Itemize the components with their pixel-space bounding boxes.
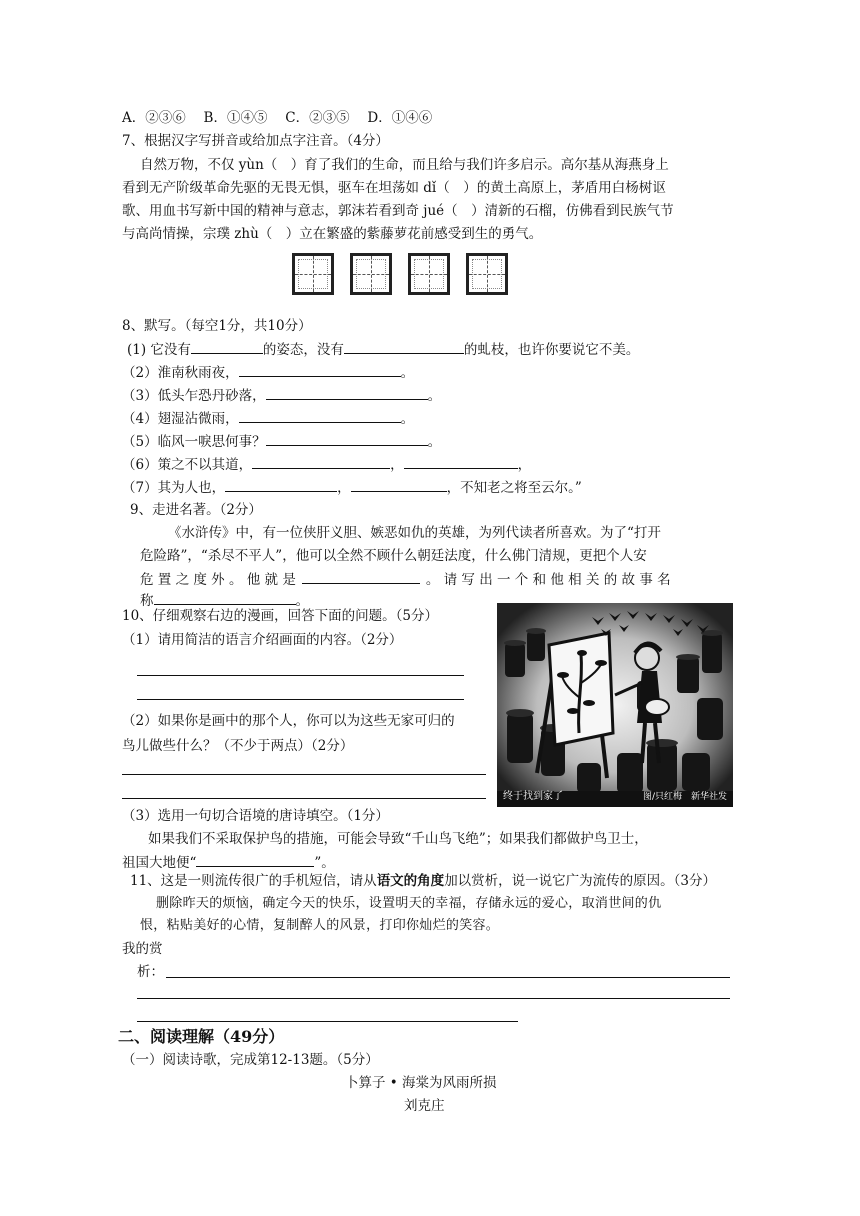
q9-title: 9、走进名著。（2分） [130, 502, 262, 518]
q8-item-2: （2）淮南秋雨夜， 。 [122, 362, 414, 383]
fill-blank[interactable] [266, 385, 428, 400]
fill-blank[interactable] [154, 590, 296, 605]
fill-blank[interactable] [266, 431, 428, 446]
fill-blank[interactable] [225, 477, 337, 492]
answer-line[interactable] [137, 998, 730, 999]
answer-line[interactable] [122, 774, 486, 775]
q7-line: 自然万物，不仅 yùn（ ）育了我们的生命，而且给与我们许多启示。高尔基从海燕身上 [140, 157, 669, 173]
answer-line[interactable] [137, 699, 464, 700]
q10-sub1: （1）请用简洁的语言介绍画面的内容。（2分） [122, 632, 403, 648]
q10-sub3: （3）选用一句切合语境的唐诗填空。（1分） [122, 808, 389, 824]
q8-item-6: （6）策之不以其道， ， ， [122, 454, 531, 475]
q11-answer-label-cont: 析： [137, 964, 164, 980]
q7-line: 与高尚情操，宗璞 zhù（ ）立在繁盛的紫藤萝花前感受到生的勇气。 [122, 226, 543, 242]
fill-blank[interactable] [302, 569, 420, 584]
writing-grid-box[interactable] [408, 253, 450, 295]
q9-line: 《水浒传》中，有一位侠肝义胆、嫉恶如仇的英雄，为列代读者所喜欢。为了“打开 [168, 525, 661, 541]
fill-blank[interactable] [196, 852, 314, 867]
fill-blank[interactable] [239, 408, 401, 423]
cartoon-image [497, 603, 733, 807]
q7-title: 7、根据汉字写拼音或给加点字注音。（4分） [122, 133, 389, 149]
q7-line: 看到无产阶级革命先驱的无畏无惧，驱车在坦荡如 dǐ（ ）的黄土高原上，茅盾用白杨树讴 [122, 180, 666, 196]
q8-item-5: （5）临风一唳思何事？ 。 [122, 431, 441, 452]
fill-blank[interactable] [351, 477, 447, 492]
q10-title: 10、仔细观察右边的漫画，回答下面的问题。（5分） [122, 608, 439, 624]
q10-sub3-text2: 祖国大地便“ ”。 [122, 852, 335, 873]
q9-line-4: 称 。 [140, 590, 309, 611]
q11-sms-cont: 恨，粘贴美好的心情，复制醉人的风景，打印你灿烂的笑容。 [140, 918, 500, 933]
poem-author: 刘克庄 [404, 1098, 445, 1114]
q11-sms: 删除昨天的烦恼，确定今天的快乐，设置明天的幸福，存储永远的爱心，取消世间的仇 [156, 896, 662, 911]
q10-sub3-text: 如果我们不采取保护鸟的措施，可能会导致“千山鸟飞绝”；如果我们都做护鸟卫士， [148, 831, 648, 847]
q11-answer-label: 我的赏 [122, 941, 163, 957]
q10-sub2-cont: 鸟儿做些什么？（不少于两点）（2分） [122, 738, 354, 754]
cartoon-credit: 图/只红梅 新华社发 [642, 792, 727, 802]
fill-blank[interactable] [344, 339, 464, 354]
answer-line[interactable] [137, 1021, 518, 1022]
answer-line[interactable] [166, 977, 730, 978]
q8-item-4: （4）翅湿沾微雨， 。 [122, 408, 414, 429]
answer-line[interactable] [137, 675, 464, 676]
fill-blank[interactable] [191, 339, 263, 354]
poem-title: 卜算子 • 海棠为风雨所损 [345, 1075, 497, 1091]
q9-line-3: 危 置 之 度 外 。 他 就 是 。 请 写 出 一 个 和 他 相 关 的 故 事 名 [140, 569, 671, 590]
q11-title: 11、这是一则流传很广的手机短信，请从语文的角度加以赏析，说一说它广为流传的原因。（3分） [130, 873, 717, 889]
q8-title: 8、默写。（每空1分，共10分） [122, 318, 312, 334]
writing-grid-box[interactable] [350, 253, 392, 295]
fill-blank[interactable] [252, 454, 390, 469]
fill-blank[interactable] [404, 454, 518, 469]
q7-line: 歌、用血书写新中国的精神与意志，郭沫若看到奇 jué（ ）清新的石榴，仿佛看到民族气节 [122, 203, 674, 219]
writing-grid-box[interactable] [466, 253, 508, 295]
q8-item-3: （3）低头乍恐丹砂落， 。 [122, 385, 441, 406]
q6-options: A．②③⑥ B．①④⑤ C．②③⑤ D．①④⑥ [122, 110, 433, 126]
answer-line[interactable] [122, 798, 486, 799]
cartoon-caption: 终于找到家了 [503, 791, 563, 802]
fill-blank[interactable] [239, 362, 401, 377]
q10-sub2: （2）如果你是画中的那个人，你可以为这些无家可归的 [122, 713, 455, 729]
q9-line: 危险路”，“杀尽不平人”，他可以全然不顾什么朝廷法度，什么佛门清规，更把个人安 [140, 548, 647, 564]
q8-item-7: （7）其为人也， ， ，不知老之将至云尔。” [122, 477, 582, 498]
section-part-title: （一）阅读诗歌，完成第12-13题。（5分） [122, 1052, 379, 1068]
section-heading: 二、阅读理解（49分） [118, 1027, 285, 1046]
q8-item-1: (1) 它没有 的姿态，没有 的虬枝，也许你要说它不美。 [127, 339, 639, 360]
writing-grid-box[interactable] [292, 253, 334, 295]
